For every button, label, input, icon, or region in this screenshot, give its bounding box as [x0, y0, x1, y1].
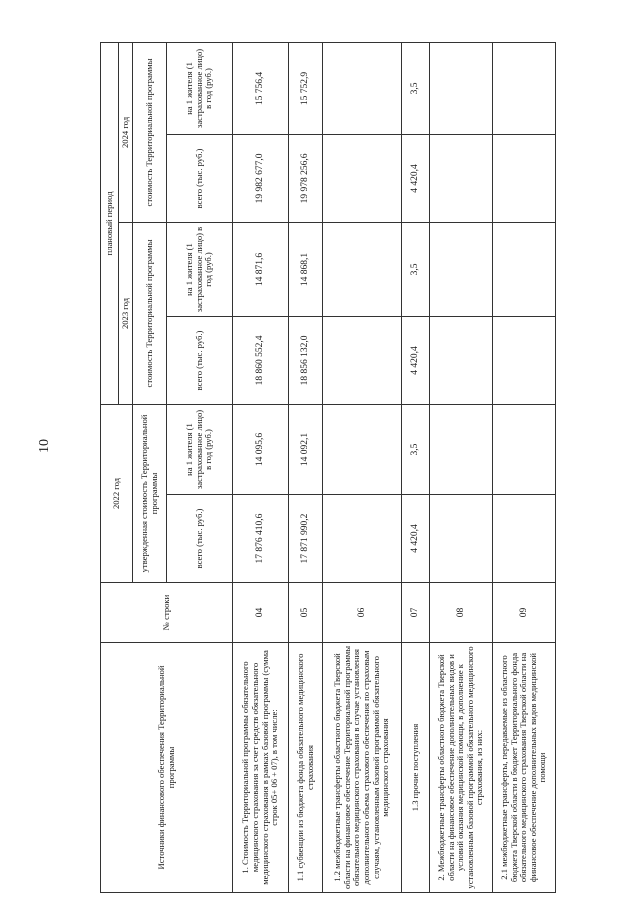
- row-number: 07: [402, 583, 430, 643]
- value-cell: [493, 404, 556, 494]
- value-cell: [323, 222, 402, 316]
- financing-table: [100, 42, 556, 893]
- source-cell: 1. Стоимость Территориальной программы обязательного медицинского страхования за счет средств обязательного медицинского страхования в рамках базовой программы (сумма строк 05+ 06 + 07), в том числе:: [233, 643, 289, 893]
- source-cell: 1.2 межбюджетные трансферты областного бюджета Тверской области на финансовое обеспечение Территориальной программы обязательного медицинского страхования в случае установления дополнительного объема страхового обеспечения по страховым случаям, установленным базовой программой обязательного медицинского страхования: [323, 643, 402, 893]
- value-cell: [430, 404, 493, 494]
- value-cell: [493, 134, 556, 222]
- value-cell: 4 420,4: [402, 316, 430, 404]
- header-per-person: на 1 жителя (1 застрахованное лицо) в год (руб.): [167, 222, 233, 316]
- row-number: 05: [289, 583, 323, 643]
- value-cell: 19 982 677,0: [233, 134, 289, 222]
- header-year-2024: 2024 год: [119, 42, 133, 222]
- value-cell: [493, 316, 556, 404]
- value-cell: [493, 222, 556, 316]
- source-cell: 1.1 субвенции из бюджета фонда обязательного медицинского страхования: [289, 643, 323, 893]
- row-number: 04: [233, 583, 289, 643]
- table-row: [233, 42, 289, 892]
- value-cell: 15 756,4: [233, 42, 289, 134]
- table-row: [289, 42, 323, 892]
- header-total: всего (тыс. руб.): [167, 495, 233, 583]
- value-cell: [430, 134, 493, 222]
- value-cell: [323, 404, 402, 494]
- value-cell: 14 092,1: [289, 404, 323, 494]
- value-cell: [430, 495, 493, 583]
- value-cell: 18 856 132,0: [289, 316, 323, 404]
- value-cell: 4 420,4: [402, 495, 430, 583]
- source-cell: 2.1 межбюджетные трансферты, передаваемые из областного бюджета Тверской области в бюджет Территориального фонда обязательного медицинского страхования Тверской области на финансовое обеспечение дополнительных видов медицинской помощи: [493, 643, 556, 893]
- row-number: 06: [323, 583, 402, 643]
- table-row: [323, 42, 402, 892]
- value-cell: 17 871 990,2: [289, 495, 323, 583]
- source-cell: 1.3 прочие поступления: [402, 643, 430, 893]
- table-row: [493, 42, 556, 892]
- header-approved-cost: утвержденная стоимость Территориальной программы: [133, 404, 167, 582]
- value-cell: 14 868,1: [289, 222, 323, 316]
- row-number: 08: [430, 583, 493, 643]
- value-cell: 17 876 410,6: [233, 495, 289, 583]
- header-total: всего (тыс. руб.): [167, 316, 233, 404]
- value-cell: 4 420,4: [402, 134, 430, 222]
- value-cell: [493, 495, 556, 583]
- value-cell: [493, 42, 556, 134]
- value-cell: [323, 42, 402, 134]
- header-year-2022: 2022 год: [101, 404, 133, 582]
- header-cost-2024: стоимость Территориальной программы: [133, 42, 167, 222]
- value-cell: [430, 222, 493, 316]
- value-cell: [323, 134, 402, 222]
- financing-table-rotated: [100, 43, 548, 893]
- value-cell: [323, 316, 402, 404]
- value-cell: 15 752,9: [289, 42, 323, 134]
- header-planned-period: плановый период: [101, 42, 119, 404]
- page-number: 10: [37, 439, 52, 453]
- table-row: [402, 42, 430, 892]
- value-cell: 14 095,6: [233, 404, 289, 494]
- value-cell: [430, 42, 493, 134]
- value-cell: 3,5: [402, 42, 430, 134]
- table-row: [430, 42, 493, 892]
- value-cell: 14 871,6: [233, 222, 289, 316]
- value-cell: 18 860 552,4: [233, 316, 289, 404]
- header-total: всего (тыс. руб.): [167, 134, 233, 222]
- source-cell: 2. Межбюджетные трансферты областного бюджета Тверской области на финансовое обеспечение дополнительных видов и условий оказания медицинской помощи, в дополнение к установленным базовой программой обязательного медицинского страхования, из них:: [430, 643, 493, 893]
- header-cost-2023: стоимость Территориальной программы: [133, 222, 167, 404]
- header-source: Источники финансового обеспечения Территориальной программы: [101, 643, 233, 893]
- value-cell: 3,5: [402, 222, 430, 316]
- header-row-no: № строки: [101, 583, 233, 643]
- value-cell: [430, 316, 493, 404]
- value-cell: [323, 495, 402, 583]
- header-per-person: на 1 жителя (1 застрахованное лицо) в год (руб.): [167, 404, 233, 494]
- header-year-2023: 2023 год: [119, 222, 133, 404]
- row-number: 09: [493, 583, 556, 643]
- value-cell: 3,5: [402, 404, 430, 494]
- header-per-person: на 1 жителя (1 застрахованное лицо) в год (руб.): [167, 42, 233, 134]
- value-cell: 19 978 256,6: [289, 134, 323, 222]
